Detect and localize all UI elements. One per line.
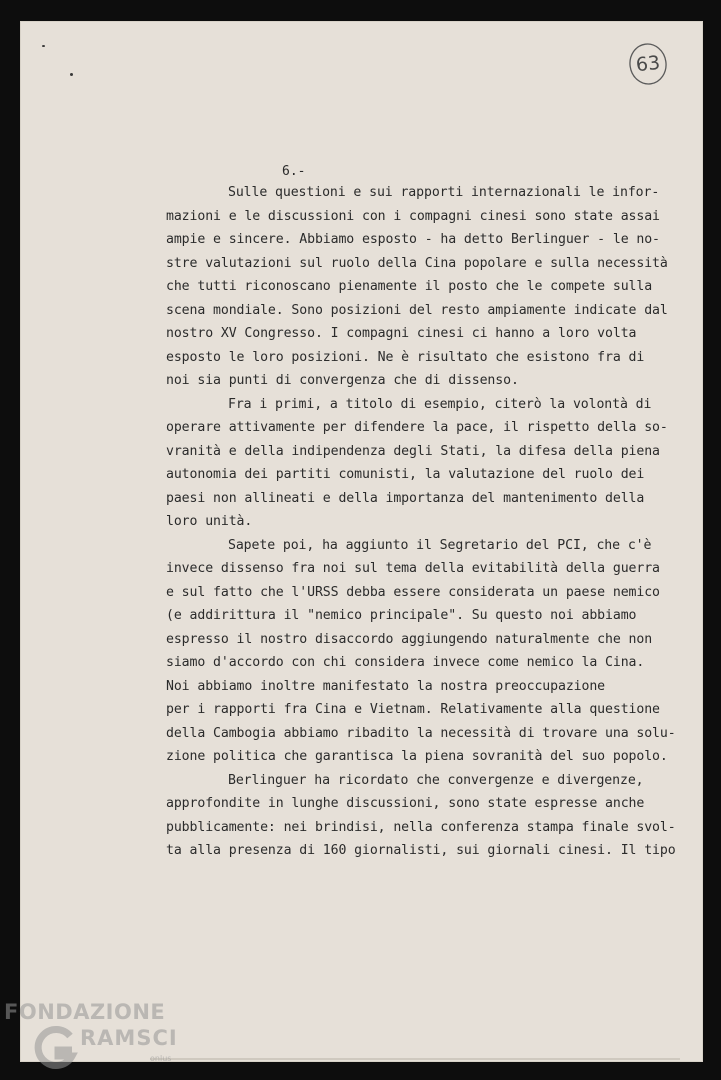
watermark-line1: FONDAZIONE [4, 1000, 166, 1024]
text-line: scena mondiale. Sono posizioni del resto ampiamente indicate dal [166, 302, 668, 318]
text-line: zione politica che garantisca la piena sovranità del suo popolo. [166, 749, 668, 764]
text-line: Sulle questioni e sui rapporti internazionali le infor- [228, 185, 660, 200]
paper-speck [70, 73, 73, 76]
text-line: nostro XV Congresso. I compagni cinesi ci hanno a loro volta [166, 326, 637, 341]
text-line: paesi non allineati e della importanza del mantenimento della [166, 490, 645, 506]
watermark-line3: onlus [150, 1054, 172, 1063]
text-line: che tutti riconoscano pienamente il posto che le compete sulla [166, 279, 653, 294]
paper-speck [42, 45, 45, 47]
handwritten-page-number [628, 42, 668, 86]
text-line: esposto le loro posizioni. Ne è risultato che esistono fra di [166, 349, 645, 365]
text-line: ampie e sincere. Abbiamo esposto - ha detto Berlinguer - le no- [166, 232, 660, 247]
page-number-text: 63 [634, 51, 662, 77]
text-line: Berlinguer ha ricordato che convergenze e divergenze, [228, 772, 644, 788]
text-line: Sapete poi, ha aggiunto il Segretario del PCI, che c'è [228, 537, 652, 553]
text-line: Fra i primi, a titolo di esempio, citerò la volontà di [228, 396, 652, 412]
gramsci-logo-icon [32, 1022, 78, 1072]
text-line: noi sia punti di convergenza che di dissenso. [166, 373, 519, 388]
text-line: stre valutazioni sul ruolo della Cina popolare e sulla necessità [166, 255, 668, 271]
text-line: per i rapporti fra Cina e Vietnam. Relativamente alla questione [166, 702, 660, 717]
text-line: vranità e della indipendenza degli Stati, la difesa della piena [166, 443, 660, 459]
text-line: siamo d'accordo con chi considera invece come nemico la Cina. [166, 655, 645, 670]
text-line: invece dissenso fra noi sul tema della evitabilità della guerra [166, 561, 660, 576]
text-line: loro unità. [166, 514, 253, 529]
text-line: Noi abbiamo inoltre manifestato la nostra preoccupazione [166, 678, 606, 694]
text-line: e sul fatto che l'URSS debba essere considerata un paese nemico [166, 584, 660, 600]
text-line: ta alla presenza di 160 giornalisti, sui giornali cinesi. Il tipo [166, 843, 676, 858]
text-line: mazioni e le discussioni con i compagni cinesi sono state assai [166, 208, 660, 224]
text-line: della Cambogia abbiamo ribadito la necessità di trovare una solu- [166, 725, 676, 741]
watermark [4, 998, 204, 1078]
text-line: operare attivamente per difendere la pace, il rispetto della so- [166, 420, 668, 435]
paper-edge [150, 1058, 680, 1060]
text-line: autonomia dei partiti comunisti, la valutazione del ruolo dei [166, 467, 645, 482]
text-line: pubblicamente: nei brindisi, nella conferenza stampa finale svol- [166, 819, 676, 835]
document-body [166, 181, 676, 863]
watermark-line2: RAMSCI [80, 1026, 178, 1050]
text-line: espresso il nostro disaccordo aggiungendo naturalmente che non [166, 631, 653, 647]
section-marker: 6.- [282, 164, 306, 179]
text-line: approfondite in lunghe discussioni, sono state espresse anche [166, 796, 645, 811]
text-line: (e addirittura il "nemico principale". Su questo noi abbiamo [166, 608, 637, 623]
